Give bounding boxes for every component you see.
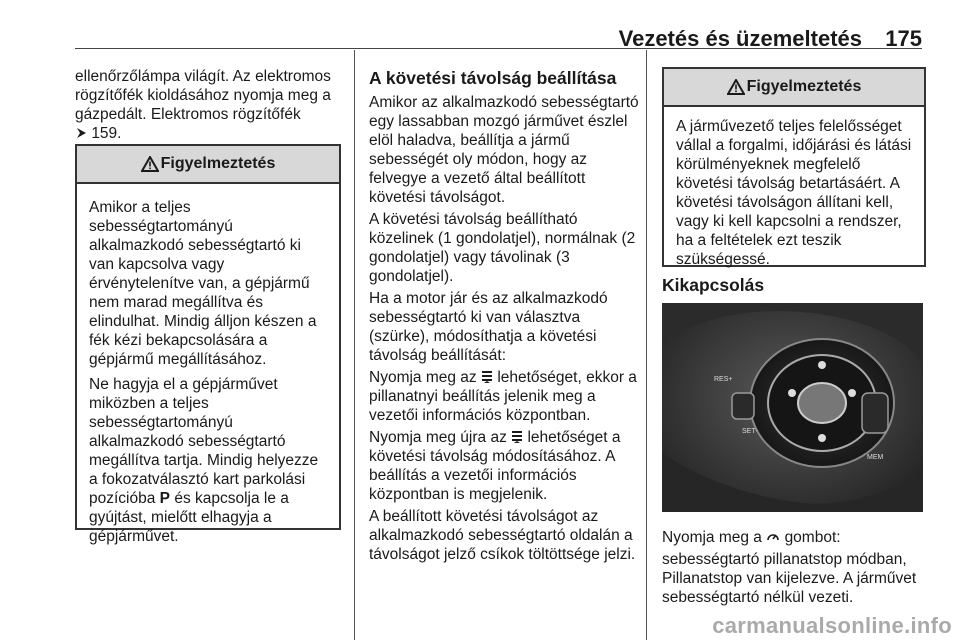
column-divider-2 xyxy=(646,50,647,640)
col2-paragraph-4-text-a: Nyomja meg az xyxy=(369,369,477,386)
col3-paragraph-1 xyxy=(662,528,927,547)
warning-box-1-body xyxy=(77,184,339,560)
section-heading-following-distance: A követési távolság beállítása xyxy=(369,68,617,88)
column-3-lower xyxy=(662,528,927,610)
section-heading-deactivation: Kikapcsolás xyxy=(662,275,765,295)
page-header-title: Vezetés és üzemeltetés xyxy=(618,26,862,51)
warning-box-1-paragraph-1: Amikor a teljes sebességtartományú alkalmazkodó sebességtartó ki van kapcsolva vagy érvénytelenítve van, a gépjármű nem marad megállítva és elindulhat. Mindig álljon készen a fék kézi bekapcsolására a gépjármű megállításához. xyxy=(89,199,317,368)
header-divider xyxy=(75,48,922,49)
warning-box-2-paragraph-1: A járművezető teljes felelősséget vállal a forgalmi, időjárási és látási körülményeknek megfelelő követési távolság betartásáért. A követési távolságon állítani kell, vagy ki kell kapcsolni a rendszer, ha a feltételek ezt teszik szükségessé. xyxy=(676,118,912,268)
col3-paragraph-1-text-a: Nyomja meg a xyxy=(662,529,762,546)
col2-paragraph-2: A követési távolság beállítható közelinek (1 gondolatjel), normálnak (2 gondolatjel) vagy távolinak (3 gondolatjel). xyxy=(369,211,636,285)
col2-paragraph-3: Ha a motor jár és az alkalmazkodó sebességtartó ki van választva (szürke), módosíthatja a követési távolság beállítását: xyxy=(369,290,608,364)
col2-paragraph-6: A beállított követési távolságot az alkalmazkodó sebességtartó oldalán a távolságot jelző csíkok töltöttsége jelzi. xyxy=(369,508,636,563)
page-reference-arrow-icon xyxy=(75,127,87,139)
warning-box-2-header xyxy=(664,69,924,107)
col2-paragraph-5-text-b: lehetőséget a követési távolság módosításához. A beállítás a vezetői információs központban is megjelenik. xyxy=(369,429,621,503)
warning-box-1-title: Figyelmeztetés xyxy=(160,155,276,172)
warning-box-1-paragraph-2-text-b: és kapcsolja le a gyújtást, mielőtt elhagyja a gépjárművet. xyxy=(89,490,289,545)
set-label: SET- xyxy=(742,428,758,435)
col2-paragraph-4-text-b: lehetőséget, ekkor a pillanatnyi beállítás jelenik meg a vezetői információs központban. xyxy=(369,369,637,424)
warning-triangle-icon xyxy=(141,156,159,172)
park-position-letter: P xyxy=(159,490,171,507)
warning-box-2 xyxy=(662,67,926,267)
col2-paragraph-4 xyxy=(369,368,639,425)
steering-wheel-controls-photo xyxy=(662,303,923,512)
col3-paragraph-2: sebességtartó pillanatstop módban, Pillanatstop van kijelezve. A járművet sebességtartó nélkül vezeti. xyxy=(662,551,917,606)
cruise-control-icon xyxy=(766,530,780,544)
warning-box-2-title: Figyelmeztetés xyxy=(746,78,862,95)
following-distance-icon xyxy=(511,430,523,444)
warning-box-1 xyxy=(75,144,341,545)
column-2 xyxy=(369,67,639,567)
res-label: RES+ xyxy=(714,376,733,383)
column-3 xyxy=(662,274,927,300)
intro-text: ellenőrzőlámpa világít. Az elektromos rögzítőfék kioldásához nyomja meg a gázpedált. Elektromos rögzítőfék xyxy=(75,68,331,123)
warning-box-1-paragraph-2 xyxy=(89,375,329,546)
col3-paragraph-1-text-b: gombot: xyxy=(784,529,841,546)
warning-box-2-body xyxy=(664,107,924,283)
intro-page-reference[interactable]: 159. xyxy=(91,125,122,142)
col2-paragraph-5-text-a: Nyomja meg újra az xyxy=(369,429,507,446)
watermark: carmanualsonline.info xyxy=(712,613,952,638)
intro-paragraph xyxy=(75,67,345,143)
warning-triangle-icon xyxy=(727,79,745,95)
steering-wheel-illustration xyxy=(662,303,923,512)
col2-paragraph-1: Amikor az alkalmazkodó sebességtartó egy lassabban mozgó járművet észlel elöl haladva, beállítja a jármű sebességét oly módon, hogy az felvegye a vezető által beállított követési távolságot. xyxy=(369,94,639,206)
mem-label: MEM xyxy=(867,454,884,461)
warning-box-1-header xyxy=(77,146,339,184)
following-distance-icon xyxy=(481,370,493,384)
col2-paragraph-5 xyxy=(369,428,639,504)
warning-box-1-paragraph-2-text-a: Ne hagyja el a gépjárművet miközben a teljes sebességtartományú alkalmazkodó sebességtartó megállítva tartja. Mindig helyezze a fokozatválasztó kart parkolási pozícióba xyxy=(89,376,319,507)
column-1 xyxy=(75,67,345,146)
column-divider-1 xyxy=(354,50,355,640)
page-number: 175 xyxy=(885,26,922,51)
